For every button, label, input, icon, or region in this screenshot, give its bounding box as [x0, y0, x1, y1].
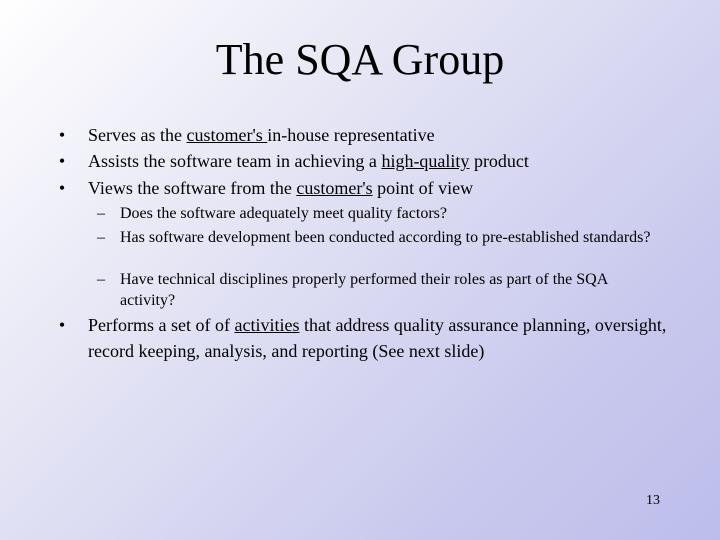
- sub-bullet-marker: –: [97, 271, 105, 288]
- bullet-item: [58, 175, 668, 201]
- hyperlink-customers[interactable]: customer's: [296, 178, 373, 198]
- bullet-text: Serves as the: [88, 125, 187, 145]
- bullet-item: [58, 312, 668, 364]
- sub-bullet-text: Have technical disciplines properly performed their roles as part of the SQA activity?: [120, 271, 608, 309]
- hyperlink-high-quality[interactable]: high-quality: [381, 151, 470, 171]
- page-number: 13: [646, 493, 660, 508]
- sub-bullet-item: [97, 203, 660, 224]
- bullet-marker: •: [58, 125, 66, 145]
- bullet-text: Views the software from the: [88, 178, 297, 198]
- bullet-item: [58, 122, 668, 148]
- sub-bullet-marker: –: [97, 205, 105, 222]
- bullet-text: in-house representative: [267, 125, 435, 145]
- sub-bullet-text: Has software development been conducted according to pre-established standards?: [120, 229, 651, 246]
- bullet-text: Performs a set of of: [88, 315, 235, 335]
- bullet-text: Assists the software team in achieving a: [88, 151, 382, 171]
- hyperlink-customers[interactable]: customer's: [186, 125, 268, 145]
- slide-title: The SQA Group: [215, 35, 505, 84]
- sub-bullet-text: Does the software adequately meet quality factors?: [120, 205, 447, 222]
- sub-bullet-item: [97, 269, 660, 311]
- bullet-text: that address quality assurance planning, oversight, record keeping, analysis, and reporting (See next slide): [88, 315, 667, 361]
- bullet-marker: •: [58, 178, 66, 198]
- hyperlink-activities[interactable]: activities: [234, 315, 300, 335]
- bullet-marker: •: [58, 315, 66, 335]
- bullet-text: point of view: [372, 178, 474, 198]
- bullet-marker: •: [58, 151, 66, 171]
- bullet-text: product: [469, 151, 529, 171]
- sub-bullet-item: [97, 227, 660, 248]
- sub-bullet-marker: –: [97, 229, 105, 246]
- bullet-item: [58, 148, 668, 174]
